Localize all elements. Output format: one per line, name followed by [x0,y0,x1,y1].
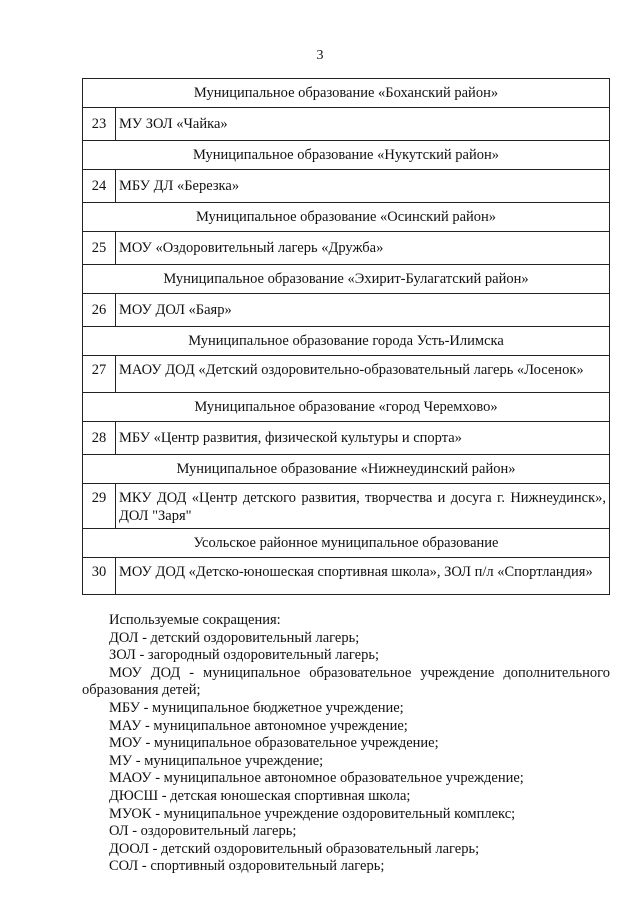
row-number: 30 [83,558,116,595]
table-group-row [83,79,610,108]
organization-name: МОУ ДОЛ «Баяр» [116,294,610,327]
group-title: Муниципальное образование «Боханский район» [83,79,610,108]
abbreviation-item: ДООЛ - детский оздоровительный образовательный лагерь; [109,840,480,857]
abbreviation-item: ДОЛ - детский оздоровительный лагерь; [109,629,360,646]
organization-name: МБУ «Центр развития, физической культуры и спорта» [116,422,610,455]
organizations-table [82,78,610,595]
organization-name: МОУ «Оздоровительный лагерь «Дружба» [116,232,610,265]
abbreviations-heading: Используемые сокращения: [109,612,281,628]
organization-name: МОУ ДОД «Детско-юношеская спортивная школа», ЗОЛ п/л «Спортландия» [116,558,610,595]
table-group-row [83,203,610,232]
row-number: 28 [83,422,116,455]
page-number: 3 [316,48,324,63]
table-group-row [83,327,610,356]
organization-name: МБУ ДЛ «Березка» [116,170,610,203]
table-row [83,422,610,455]
abbreviation-item: МБУ - муниципальное бюджетное учреждение; [109,699,404,716]
row-number: 24 [83,170,116,203]
table-group-row [83,529,610,558]
table-row [83,294,610,327]
abbreviation-item: МОУ ДОД - муниципальное образовательное учреждение дополнительного образования детей; [82,664,610,699]
row-number: 27 [83,356,116,393]
table-row [83,484,610,529]
abbreviation-item: ОЛ - оздоровительный лагерь; [109,823,297,840]
organization-name: МУ ЗОЛ «Чайка» [116,108,610,141]
organization-name: МКУ ДОД «Центр детского развития, творчества и досуга г. Нижнеудинск», ДОЛ "Заря" [116,484,610,529]
row-number: 25 [83,232,116,265]
table-row [83,170,610,203]
group-title: Муниципальное образование города Усть-Илимска [83,327,610,356]
abbreviation-item: МУОК - муниципальное учреждение оздоровительный комплекс; [109,805,516,822]
table-group-row [83,265,610,294]
group-title: Усольское районное муниципальное образование [83,529,610,558]
row-number: 29 [83,484,116,529]
table-group-row [83,455,610,484]
abbreviation-item: СОЛ - спортивный оздоровительный лагерь; [109,858,385,875]
table-row [83,558,610,595]
group-title: Муниципальное образование «Осинский район» [83,203,610,232]
table-row [83,108,610,141]
table-group-row [83,393,610,422]
abbreviation-item: МАУ - муниципальное автономное учреждение; [109,717,408,734]
abbreviation-item: ДЮСШ - детская юношеская спортивная школа; [109,787,411,804]
group-title: Муниципальное образование «город Черемхово» [83,393,610,422]
row-number: 23 [83,108,116,141]
abbreviation-item: МАОУ - муниципальное автономное образовательное учреждение; [109,770,524,787]
table-group-row [83,141,610,170]
abbreviation-item: МОУ - муниципальное образовательное учреждение; [109,735,439,752]
table-row [83,356,610,393]
abbreviation-item: ЗОЛ - загородный оздоровительный лагерь; [109,647,379,664]
abbreviations-section [82,612,610,876]
abbreviation-item: МУ - муниципальное учреждение; [109,752,324,769]
group-title: Муниципальное образование «Эхирит-Булагатский район» [83,265,610,294]
group-title: Муниципальное образование «Нижнеудинский район» [83,455,610,484]
row-number: 26 [83,294,116,327]
group-title: Муниципальное образование «Нукутский район» [83,141,610,170]
table-row [83,232,610,265]
organization-name: МАОУ ДОД «Детский оздоровительно-образовательный лагерь «Лосенок» [116,356,610,393]
